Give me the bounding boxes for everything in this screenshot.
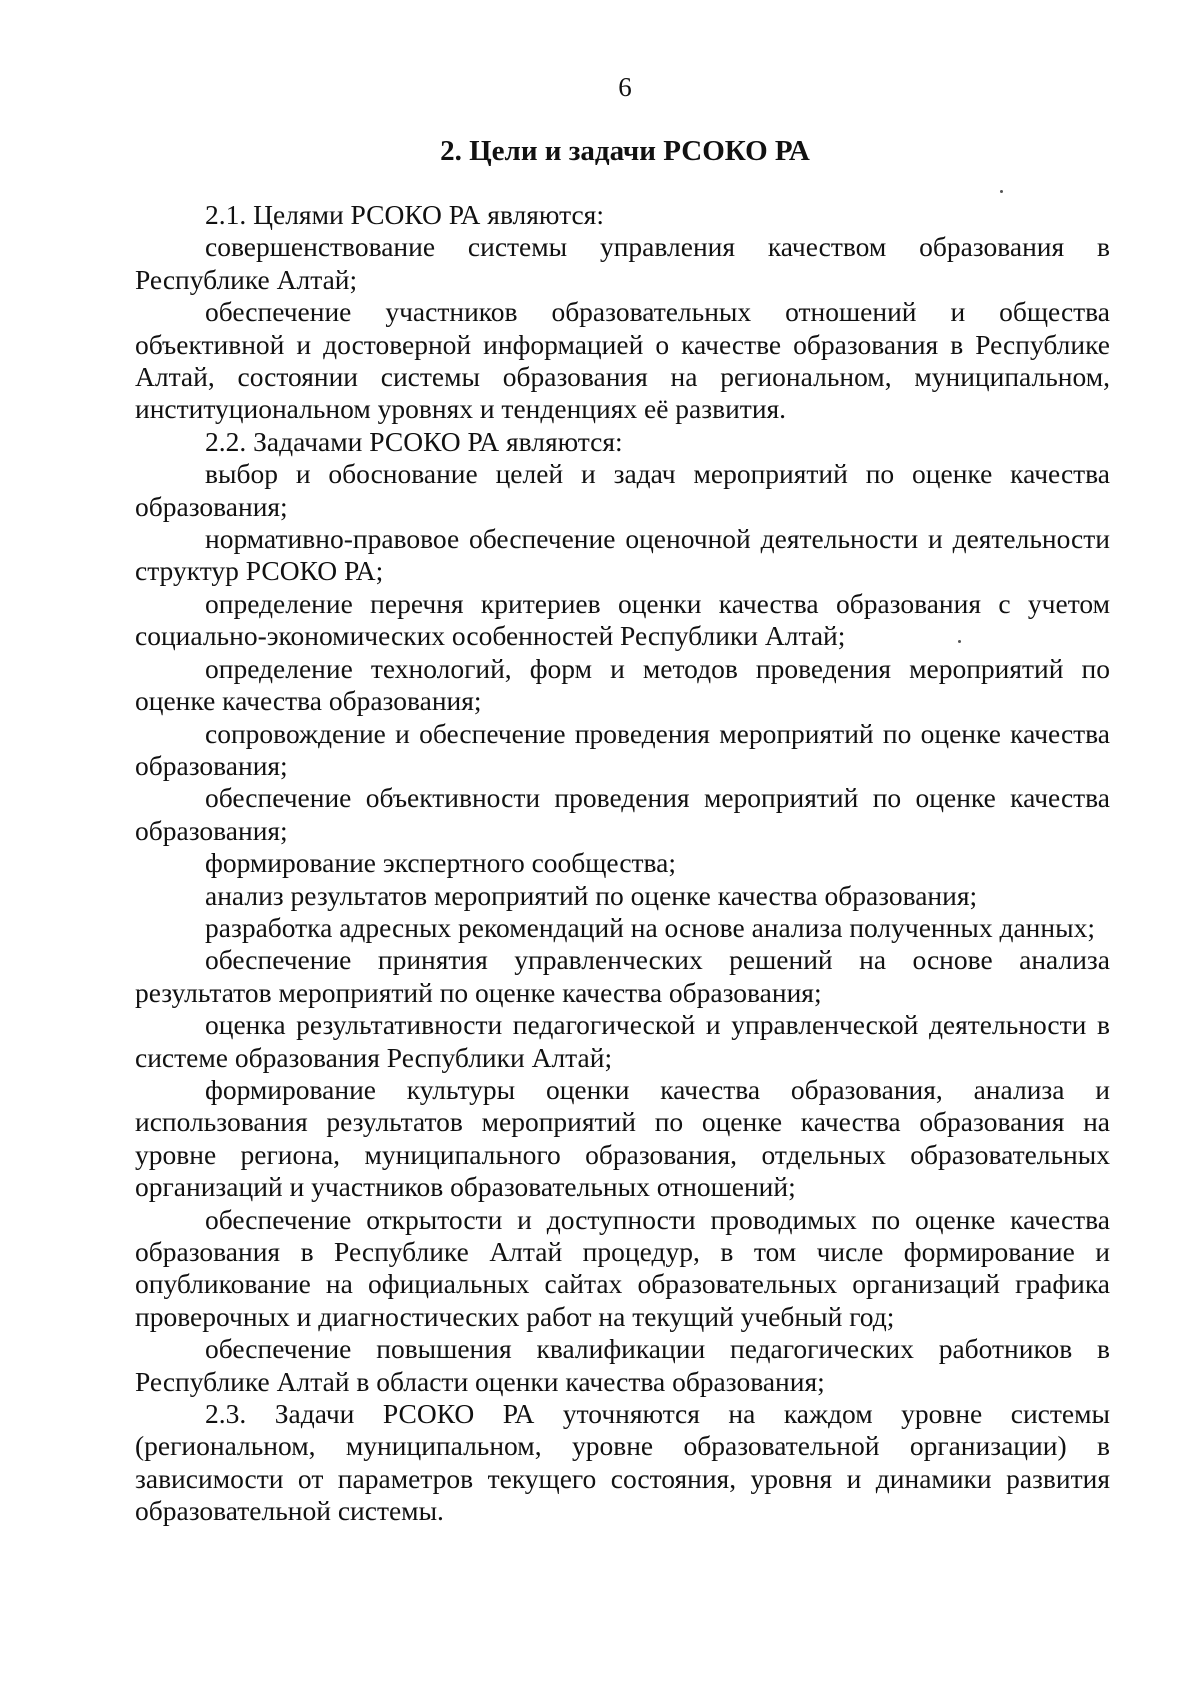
body-text: [135, 199, 1110, 1528]
task-item: формирование экспертного сообщества;: [205, 847, 677, 879]
task-item: обеспечение принятия управленческих решений на основе анализа результатов мероприятий по оценке качества образования;: [135, 944, 1110, 1008]
task-item: обеспечение повышения квалификации педагогических работников в Республике Алтай в области оценки качества образования;: [135, 1333, 1110, 1397]
task-item: выбор и обоснование целей и задач мероприятий по оценке качества образования;: [135, 458, 1110, 522]
scan-speck: [958, 640, 961, 643]
page-number: 6: [618, 72, 632, 102]
task-item: определение перечня критериев оценки качества образования с учетом социально-экономических особенностей Республики Алтай;: [135, 587, 1110, 652]
scan-speck: [1000, 190, 1003, 193]
task-item: анализ результатов мероприятий по оценке качества образования;: [205, 879, 978, 911]
section-title: 2. Цели и задачи РСОКО РА: [440, 135, 810, 167]
task-item: нормативно-правовое обеспечение оценочной деятельности и деятельности структур РСОКО РА;: [135, 523, 1110, 587]
tasks-clarification: 2.3. Задачи РСОКО РА уточняются на каждом уровне системы (региональном, муниципальном, уровне образовательной организации) в зависимости от параметров текущего состояния, уровня и динамики развития образовательной системы.: [135, 1398, 1110, 1527]
task-item: сопровождение и обеспечение проведения мероприятий по оценке качества образования;: [135, 717, 1110, 781]
task-item: оценка результативности педагогической и управленческой деятельности в системе образования Республики Алтай;: [135, 1009, 1110, 1073]
goal-item: совершенствование системы управления качеством образования в Республике Алтай;: [135, 231, 1110, 295]
task-item: разработка адресных рекомендаций на основе анализа полученных данных;: [205, 911, 1095, 943]
tasks-intro: 2.2. Задачами РСОКО РА являются:: [205, 425, 623, 457]
task-item: обеспечение объективности проведения мероприятий по оценке качества образования;: [135, 782, 1110, 846]
task-item: определение технологий, форм и методов проведения мероприятий по оценке качества образования;: [135, 652, 1110, 717]
task-item: обеспечение открытости и доступности проводимых по оценке качества образования в Республике Алтай процедур, в том числе формирование и опубликование на официальных сайтах образовательных организаций графика проверочных и диагностических работ на текущий учебный год;: [135, 1203, 1110, 1332]
goal-item: обеспечение участников образовательных отношений и общества объективной и достоверной информацией о качестве образования в Республике Алтай, состоянии системы образования на региональном, муниципальном, институциональном уровнях и тенденциях её развития.: [135, 296, 1110, 425]
goals-intro: 2.1. Целями РСОКО РА являются:: [205, 199, 604, 230]
task-item: формирование культуры оценки качества образования, анализа и использования результатов мероприятий по оценке качества образования на уровне региона, муниципального образования, отдельных образовательных организаций и участников образовательных отношений;: [135, 1073, 1110, 1203]
